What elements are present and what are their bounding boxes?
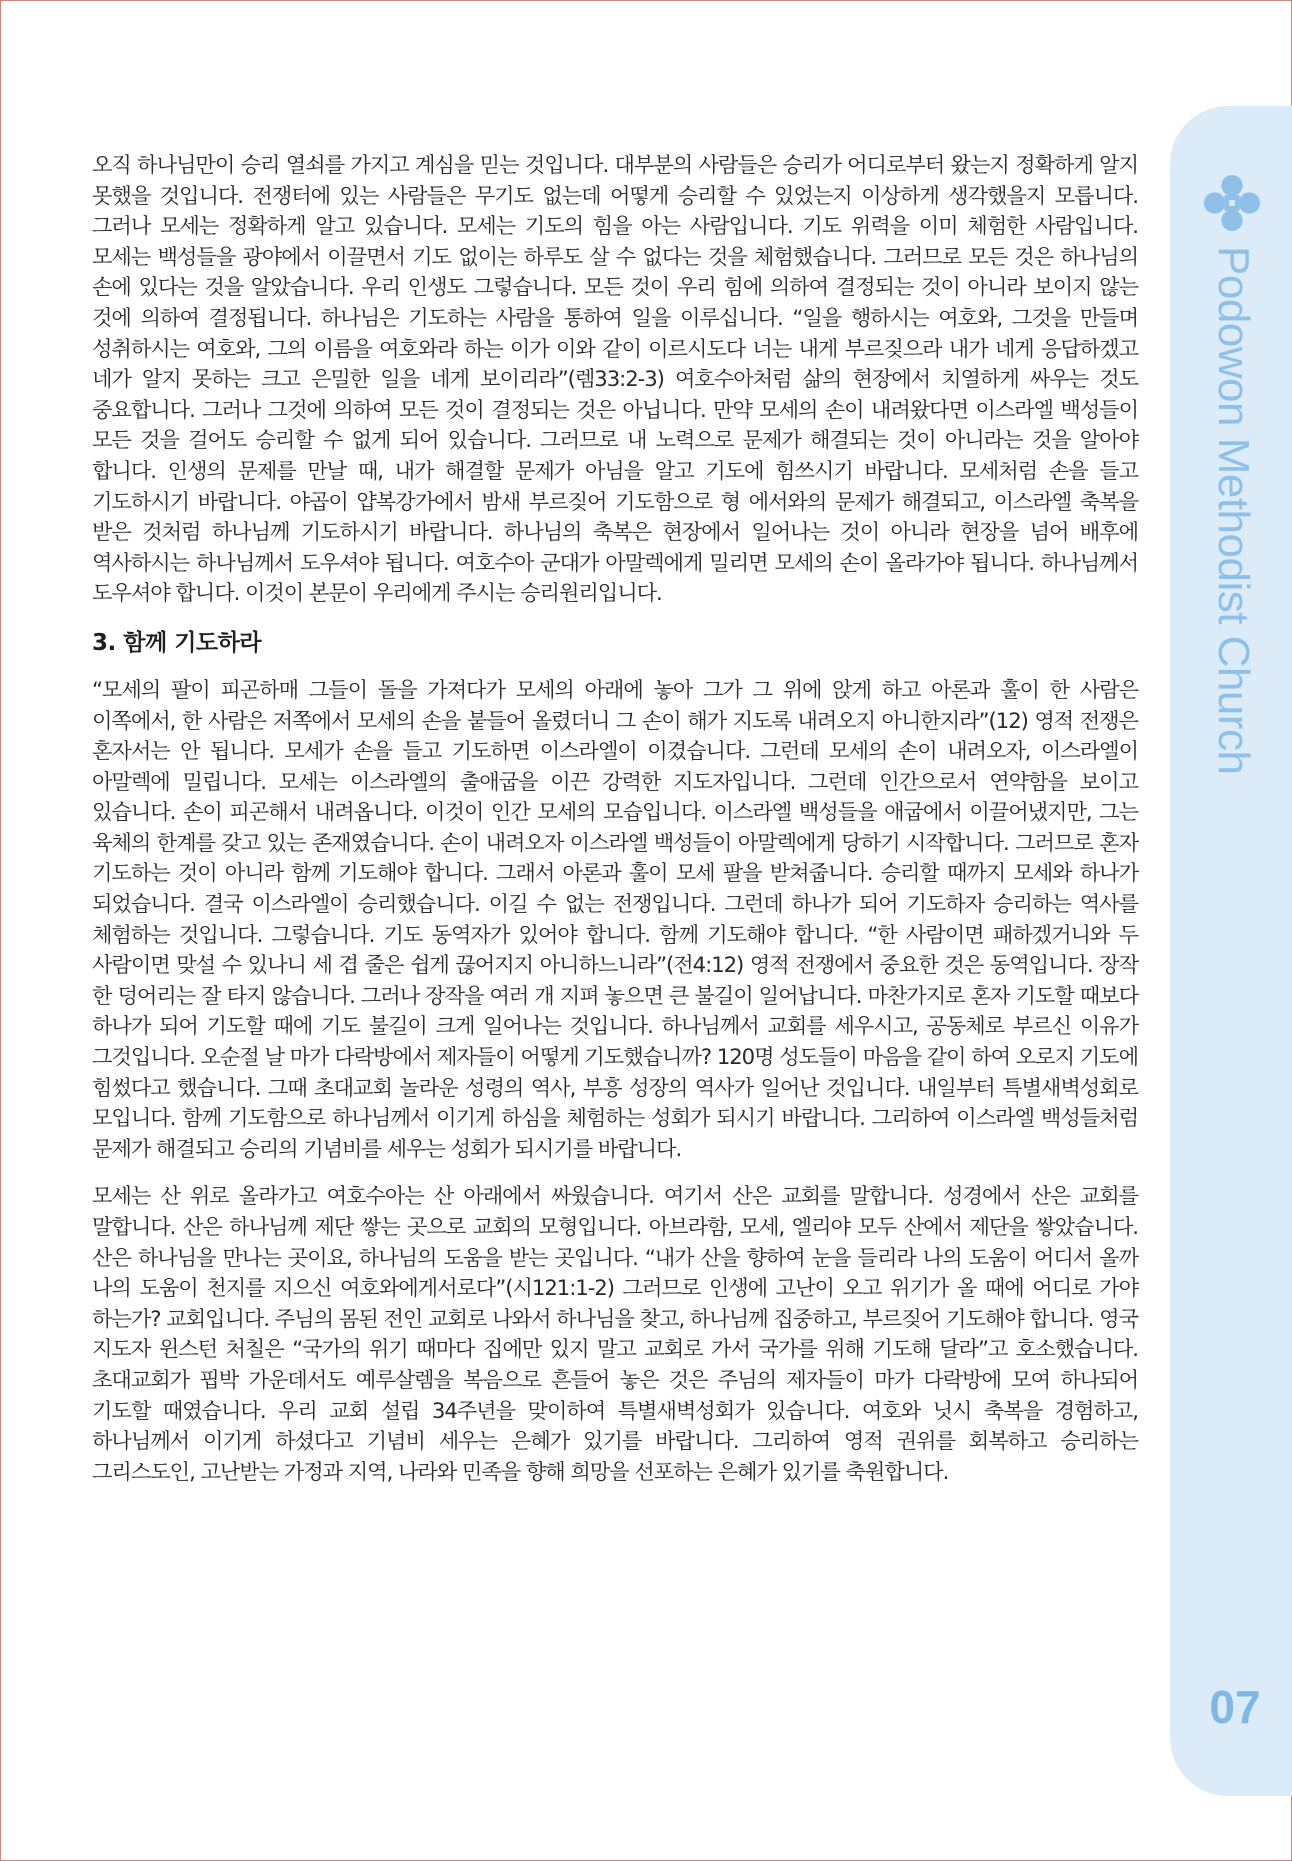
sermon-body: [92, 150, 1138, 1487]
page-number: 07: [1209, 1681, 1261, 1733]
cross-flower-icon: [1203, 174, 1261, 232]
church-name-vertical: Podowon Methodist Church: [1209, 246, 1258, 775]
paragraph-mountain-church: 모세는 산 위로 올라가고 여호수아는 산 아래에서 싸웠습니다. 여기서 산은 교회를 말합니다. 성경에서 산은 교회를 말합니다. 산은 하나님께 제단 쌓는 곳으로 교회의 모형입니다. 아브라함, 모세, 엘리야 모두 산에서 제단을 쌓았습니다. 산은 하나님을 만나는 곳이요, 하나님의 도움을 받는 곳입니다. “내가 산을 향하여 눈을 들리라 나의 도움이 어디서 올까 나의 도움이 천지를 지으신 여호와에게서로다”(시121:1-2) 그러므로 인생에 고난이 오고 위기가 올 때에 어디로 가야 하는가? 교회입니다. 주님의 몸된 전인 교회로 나와서 하나님을 찾고, 하나님께 집중하고, 부르짖어 기도해야 합니다. 영국 지도자 윈스턴 처칠은 “국가의 위기 때마다 집에만 있지 말고 교회로 가서 국가를 위해 기도해 달라”고 호소했습니다. 초대교회가 핍박 가운데서도 예루살렘을 복음으로 흔들어 놓은 것은 주님의 제자들이 마가 다락방에 모여 하나되어 기도할 때였습니다. 우리 교회 설립 34주년을 맞이하여 특별새벽성회가 있습니다. 여호와 닛시 축복을 경험하고, 하나님께서 이기게 하셨다고 기념비 세우는 은혜가 있기를 바랍니다. 그리하여 영적 권위를 회복하고 승리하는 그리스도인, 고난받는 가정과 지역, 나라와 민족을 향해 희망을 선포하는 은혜가 있기를 축원합니다.: [92, 1183, 1138, 1484]
paragraph-pray-together: “모세의 팔이 피곤하매 그들이 돌을 가져다가 모세의 아래에 놓아 그가 그 위에 앉게 하고 아론과 훌이 한 사람은 이쪽에서, 한 사람은 저쪽에서 모세의 손을 붙들어 올렸더니 그 손이 해가 지도록 내려오지 아니한지라”(12) 영적 전쟁은 혼자서는 안 됩니다. 모세가 손을 들고 기도하면 이스라엘이 이겼습니다. 그런데 모세의 손이 내려오자, 이스라엘이 아말렉에 밀립니다. 모세는 이스라엘의 출애굽을 이끈 강력한 지도자입니다. 그런데 인간으로서 연약함을 보이고 있습니다. 손이 피곤해서 내려옵니다. 이것이 인간 모세의 모습입니다. 이스라엘 백성들을 애굽에서 이끌어냈지만, 그는 육체의 한계를 갖고 있는 존재였습니다. 손이 내려오자 이스라엘 백성들이 아말렉에게 당하기 시작합니다. 그러므로 혼자 기도하는 것이 아니라 함께 기도해야 합니다. 그래서 아론과 훌이 모세 팔을 받쳐줍니다. 승리할 때까지 모세와 하나가 되었습니다. 결국 이스라엘이 승리했습니다. 이길 수 없는 전쟁입니다. 그런데 하나가 되어 기도하자 승리하는 역사를 체험하는 것입니다. 그렇습니다. 기도 동역자가 있어야 합니다. 함께 기도해야 합니다. “한 사람이면 패하겠거니와 두 사람이면 맞설 수 있나니 세 겹 줄은 쉽게 끊어지지 아니하느니라”(전4:12) 영적 전쟁에서 중요한 것은 동역입니다. 장작 한 덩어리는 잘 타지 않습니다. 그러나 장작을 여러 개 지펴 놓으면 큰 불길이 일어납니다. 마찬가지로 혼자 기도할 때보다 하나가 되어 기도할 때에 기도 불길이 크게 일어나는 것입니다. 하나님께서 교회를 세우시고, 공동체로 부르신 이유가 그것입니다. 오순절 날 마가 다락방에서 제자들이 어떻게 기도했습니까? 120명 성도들이 마음을 같이 하여 오로지 기도에 힘썼다고 했습니다. 그때 초대교회 놀라운 성령의 역사, 부흥 성장의 역사가 일어난 것입니다. 내일부터 특별새벽성회로 모입니다. 함께 기도함으로 하나님께서 이기게 하심을 체험하는 성회가 되시기 바랍니다. 그리하여 이스라엘 백성들처럼 문제가 해결되고 승리의 기념비를 세우는 성회가 되시기를 바랍니다.: [92, 676, 1138, 1161]
section-heading-pray-together: 3. 함께 기도하라: [92, 629, 262, 656]
paragraph-victory-key: 오직 하나님만이 승리 열쇠를 가지고 계심을 믿는 것입니다. 대부분의 사람들은 승리가 어디로부터 왔는지 정확하게 알지 못했을 것입니다. 전쟁터에 있는 사람들은 무기도 없는데 어떻게 승리할 수 있었는지 이상하게 생각했을지 모릅니다. 그러나 모세는 정확하게 알고 있습니다. 모세는 기도의 힘을 아는 사람입니다. 기도 위력을 이미 체험한 사람입니다. 모세는 백성들을 광야에서 이끌면서 기도 없이는 하루도 살 수 없다는 것을 체험했습니다. 그러므로 모든 것은 하나님의 손에 있다는 것을 알았습니다. 우리 인생도 그렇습니다. 모든 것이 우리 힘에 의하여 결정되는 것이 아니라 보이지 않는 것에 의하여 결정됩니다. 하나님은 기도하는 사람을 통하여 일을 이루십니다. “일을 행하시는 여호와, 그것을 만들며 성취하시는 여호와, 그의 이름을 여호와라 하는 이가 이와 같이 이르시도다 너는 내게 부르짖으라 내가 네게 응답하겠고 네가 알지 못하는 크고 은밀한 일을 네게 보이리라”(렘33:2-3) 여호수아처럼 삶의 현장에서 치열하게 싸우는 것도 중요합니다. 그러나 그것에 의하여 모든 것이 결정되는 것은 아닙니다. 만약 모세의 손이 내려왔다면 이스라엘 백성들이 모든 것을 걸어도 승리할 수 없게 되어 있습니다. 그러므로 내 노력으로 문제가 해결되는 것이 아니라는 것을 알아야 합니다. 인생의 문제를 만날 때, 내가 해결할 문제가 아님을 알고 기도에 힘쓰시기 바랍니다. 모세처럼 손을 들고 기도하시기 바랍니다. 야곱이 얍복강가에서 밤새 부르짖어 기도함으로 형 에서와의 문제가 해결되고, 이스라엘 축복을 받은 것처럼 하나님께 기도하시기 바랍니다. 하나님의 축복은 현장에서 일어나는 것이 아니라 현장을 넘어 배후에 역사하시는 하나님께서 도우셔야 됩니다. 여호수아 군대가 아말렉에게 밀리면 모세의 손이 올라가야 됩니다. 하나님께서 도우셔야 합니다. 이것이 본문이 우리에게 주시는 승리원리입니다.: [92, 152, 1138, 606]
